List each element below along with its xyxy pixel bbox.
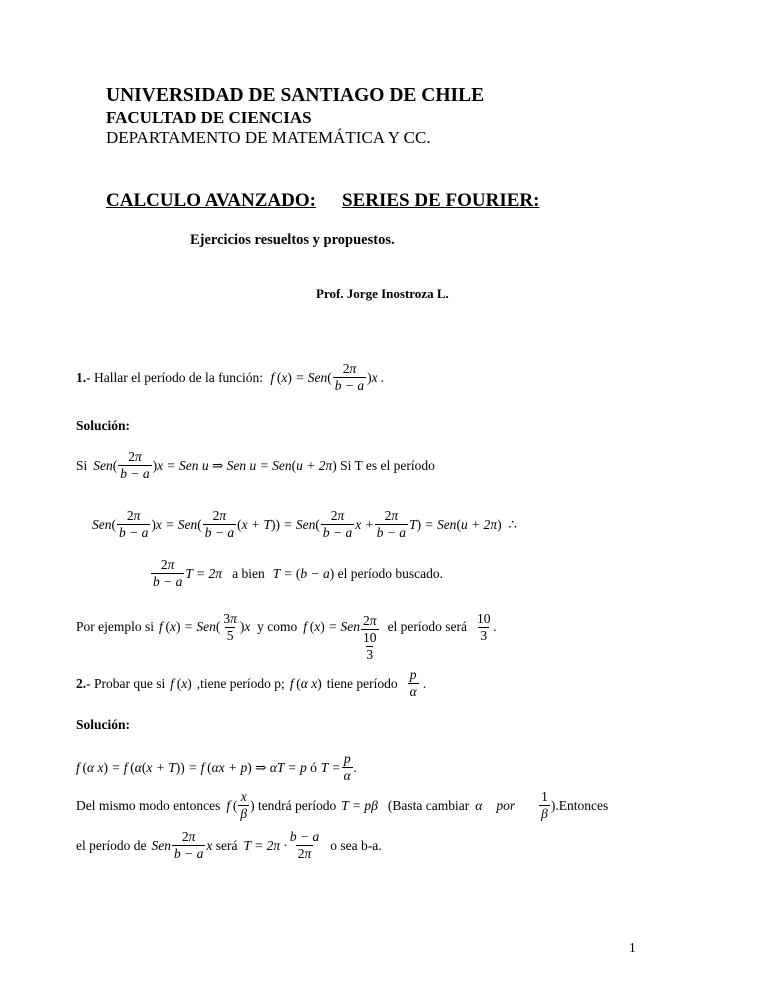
fraction: $\frac{b - a}{2\pi}$ — [289, 829, 320, 861]
fraction: $\frac{10}{3}$ — [477, 610, 491, 643]
equation: T) = Sen(u + 2π) ∴ — [409, 516, 517, 532]
label: a bien — [232, 565, 265, 581]
exercise-1-text: - Hallar el período de la función: — [86, 369, 264, 385]
equation: . — [493, 619, 497, 634]
equation: f (x) = Sen( — [267, 369, 332, 385]
label: el período buscado. — [337, 565, 443, 581]
exercise-2-solution-label: Solución: — [76, 717, 131, 732]
fraction: $\frac{1}{\beta}$ — [541, 789, 548, 821]
fraction: $\frac{2\pi}{b - a}$ — [119, 508, 149, 540]
fraction: $\frac{x}{\beta}$ — [240, 789, 248, 821]
label: Si — [76, 457, 88, 473]
label: (Basta cambiar — [387, 797, 470, 813]
equation: x + — [355, 516, 374, 532]
equation: (x + T)) = Sen( — [237, 516, 320, 532]
equation: Sen( — [93, 457, 118, 473]
solution-line — [76, 450, 435, 481]
author: Prof. Jorge Inostroza L. — [316, 286, 449, 301]
fraction: $\frac{p}{\alpha}$ — [409, 667, 417, 699]
exercise-1-statement — [76, 362, 384, 393]
equation: f (α x) = f (α(x + T)) = f (αx + p) ⇒ αT = p — [76, 759, 311, 775]
equation: Sen( — [92, 516, 116, 532]
solution-line — [150, 558, 443, 589]
label: el período de — [76, 837, 147, 853]
equation: α — [475, 797, 483, 813]
fraction: $\frac{2\pi}{b - a}$ — [173, 829, 204, 861]
university-title: UNIVERSIDAD DE SANTIAGO DE CHILE — [106, 85, 485, 106]
solution-line — [76, 830, 382, 861]
equation: T = 2π · — [243, 837, 287, 853]
fraction: $\frac{p}{\alpha}$ — [343, 751, 351, 783]
equation: T = (b − a) — [272, 565, 335, 581]
equation: )x . — [367, 369, 385, 385]
label: - Probar que si — [86, 675, 166, 691]
label: ,tiene período p; — [196, 675, 285, 691]
topic-title: SERIES DE FOURIER: — [342, 190, 540, 211]
solution-line — [76, 752, 357, 783]
equation: f ( — [226, 797, 238, 813]
page-number: 1 — [629, 940, 636, 955]
fraction: $\frac{2\pi}{b - a}$ — [120, 449, 150, 481]
equation: T = — [320, 759, 341, 775]
equation: f (x) — [170, 675, 192, 691]
exercise-1-number: 1. — [76, 369, 87, 385]
equation: T = 2π — [185, 565, 223, 581]
fraction: 2π 10 3 — [363, 613, 377, 662]
fraction: $\frac{2\pi}{b - a}$ — [334, 361, 365, 393]
equation: )x — [239, 619, 258, 634]
equation: . — [353, 759, 358, 775]
fraction: $\frac{2\pi}{b - a}$ — [153, 557, 183, 589]
label: el período será — [387, 619, 468, 634]
label: ).Entonces — [550, 797, 609, 813]
exercise-2-statement — [76, 668, 426, 699]
equation: ) — [250, 797, 255, 813]
equation: x — [206, 837, 216, 853]
label: tendrá período — [257, 797, 337, 813]
equation: f (x) = Sen( — [159, 619, 221, 634]
label: y como — [257, 619, 298, 634]
department-title: DEPARTAMENTO DE MATEMÁTICA Y CC. — [106, 128, 431, 147]
equation: )x = Sen u ⇒ Sen u = Sen(u + 2π) — [152, 457, 337, 473]
subtitle: Ejercicios resueltos y propuestos. — [190, 232, 395, 248]
label: o sea b-a. — [330, 837, 382, 853]
equation: f (α x) — [289, 675, 322, 691]
fraction: $\frac{2\pi}{b - a}$ — [376, 508, 407, 540]
label: tiene período — [326, 675, 398, 691]
fraction: $\frac{2\pi}{b - a}$ — [322, 508, 353, 540]
label: Si T es el período — [340, 457, 435, 473]
label: será — [215, 837, 238, 853]
faculty-title: FACULTAD DE CIENCIAS — [106, 108, 312, 127]
exercise-1-solution-label: Solución: — [76, 418, 131, 433]
label: Del mismo modo entonces — [76, 797, 221, 813]
equation: f (x) = Sen — [303, 619, 361, 634]
label: ó — [310, 759, 317, 775]
label: Por ejemplo si — [76, 619, 154, 634]
equation: T = pβ — [341, 797, 378, 813]
equation: )x = Sen( — [151, 516, 202, 532]
fraction: $\frac{3\pi}{5}$ — [223, 610, 237, 643]
label: por — [496, 797, 516, 813]
exercise-2-number: 2. — [76, 675, 87, 691]
solution-line — [92, 509, 517, 540]
fraction: $\frac{2\pi}{b - a}$ — [204, 508, 235, 540]
solution-line — [76, 790, 608, 821]
equation: Sen — [151, 837, 171, 853]
course-title: CALCULO AVANZADO: — [106, 190, 316, 211]
solution-line — [76, 592, 497, 662]
equation: . — [419, 675, 427, 691]
